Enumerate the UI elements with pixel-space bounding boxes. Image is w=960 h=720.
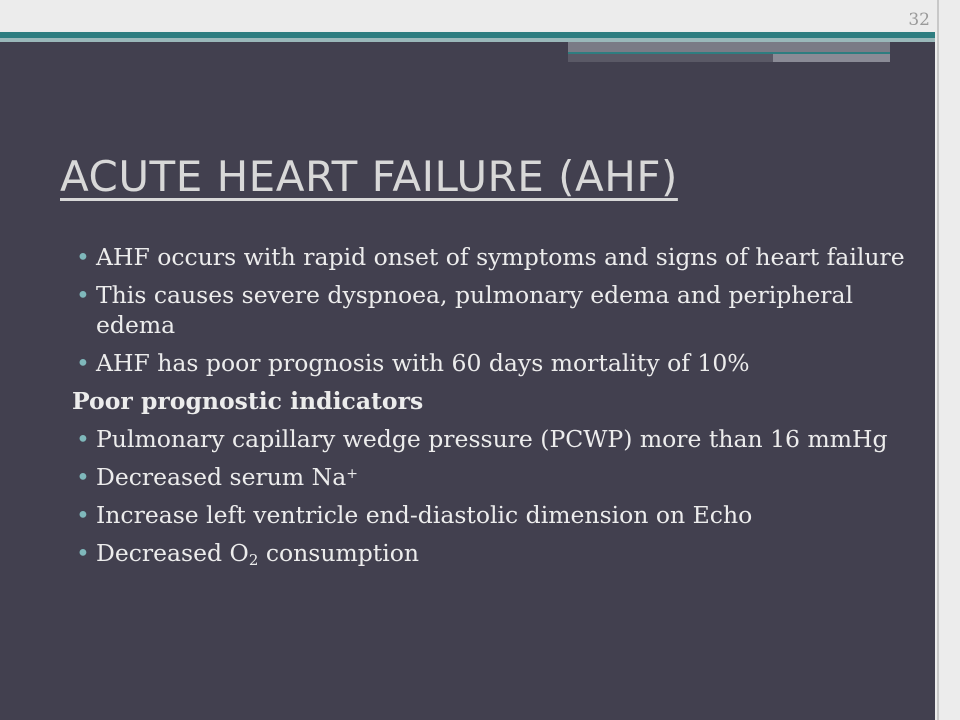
bullet-item — [76, 424, 906, 454]
bullet-text: AHF has poor prognosis with 60 days mortality of 10% — [96, 349, 750, 377]
sodium-text: Decreased serum Na — [96, 463, 347, 491]
header-step-2 — [568, 54, 773, 62]
header-step-1 — [568, 42, 890, 54]
top-band — [0, 0, 960, 32]
bullet-text — [96, 539, 419, 567]
page-number: 32 — [908, 10, 930, 30]
oxygen-text: Decreased O — [96, 539, 249, 567]
oxygen-subscript: 2 — [248, 551, 259, 569]
bullet-item — [76, 462, 906, 492]
header-step-3 — [773, 54, 890, 62]
bullet-icon: • — [76, 349, 90, 377]
bullet-item — [76, 538, 906, 568]
oxygen-text-post: consumption — [258, 539, 420, 567]
bullet-icon: • — [76, 539, 90, 567]
bullet-icon: • — [76, 425, 90, 453]
bullet-item — [76, 500, 906, 530]
bullet-icon: • — [76, 281, 90, 309]
bullet-text: Increase left ventricle end-diastolic dimension on Echo — [96, 501, 753, 529]
bullet-text: This causes severe dyspnoea, pulmonary edema and peripheral edema — [96, 281, 854, 339]
bullet-icon: • — [76, 501, 90, 529]
sodium-charge: + — [346, 466, 358, 482]
slide-title: ACUTE HEART FAILURE (AHF) — [60, 152, 678, 201]
bullet-icon: • — [76, 463, 90, 491]
bullet-text — [96, 463, 358, 491]
bullet-item — [76, 348, 906, 378]
bullet-text: Pulmonary capillary wedge pressure (PCWP) more than 16 mmHg — [96, 425, 888, 453]
bullet-text: AHF occurs with rapid onset of symptoms and signs of heart failure — [96, 243, 905, 271]
bullet-item — [76, 280, 906, 340]
slide-content — [72, 242, 906, 576]
right-strip-line — [937, 0, 939, 720]
subheading: Poor prognostic indicators — [72, 387, 424, 415]
bullet-item — [76, 242, 906, 272]
bullet-icon: • — [76, 243, 90, 271]
